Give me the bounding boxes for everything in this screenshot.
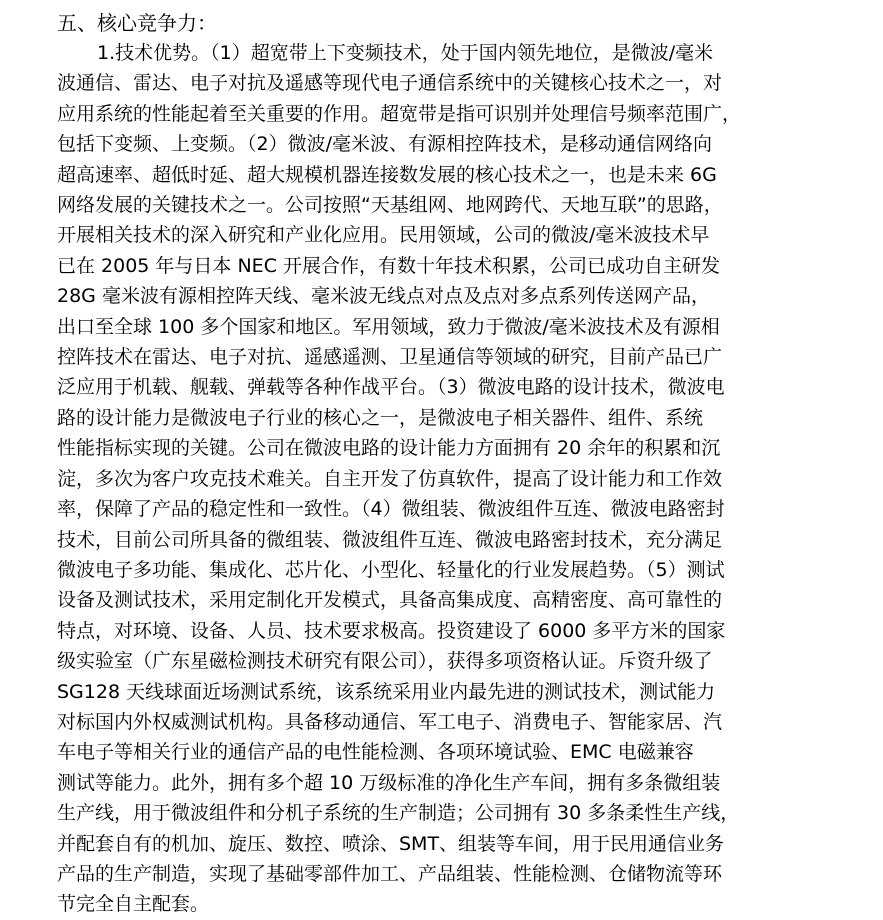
paragraph-line: 测试等能力。此外，拥有多个超 10 万级标准的净化生产车间，拥有多条微组装: [57, 771, 721, 794]
paragraph-line: 产品的生产制造，实现了基础零部件加工、产品组装、性能检测、仓储物流等环: [57, 862, 723, 885]
paragraph-line: 超高速率、超低时延、超大规模机器连接数发展的核心技术之一，也是未来 6G: [57, 163, 717, 186]
paragraph-line: 控阵技术在雷达、电子对抗、遥感遥测、卫星通信等领域的研究，目前产品已广: [57, 346, 723, 369]
paragraph-line: 出口至全球 100 多个国家和地区。军用领域，致力于微波/毫米波技术及有源相: [57, 315, 720, 338]
paragraph-line: 网络发展的关键技术之一。公司按照“天基组网、地网跨代、天地互联”的思路，: [57, 194, 723, 217]
paragraph-line: 波通信、雷达、电子对抗及遥感等现代电子通信系统中的关键核心技术之一，对: [57, 72, 723, 95]
paragraph-line: 率，保障了产品的稳定性和一致性。（4）微组装、微波组件互连、微波电路密封: [57, 498, 725, 521]
paragraph-line: SG128 天线球面近场测试系统，该系统采用业内最先进的测试技术，测试能力: [57, 680, 716, 703]
paragraph-line: 级实验室（广东星磁检测技术研究有限公司），获得多项资格认证。斥资升级了: [57, 650, 713, 673]
paragraph-line: 路的设计能力是微波电子行业的核心之一，是微波电子相关器件、组件、系统: [57, 406, 704, 429]
paragraph-line: 微波电子多功能、集成化、芯片化、小型化、轻量化的行业发展趋势。（5）测试: [57, 558, 725, 581]
paragraph-line: 生产线，用于微波组件和分机子系统的生产制造；公司拥有 30 多条柔性生产线，: [57, 802, 740, 825]
paragraph: [57, 38, 817, 920]
paragraph-line: 1.技术优势。（1）超宽带上下变频技术，处于国内领先地位，是微波/毫米: [97, 42, 714, 64]
paragraph-line: 开展相关技术的深入研究和产业化应用。民用领域，公司的微波/毫米波技术早: [57, 224, 710, 247]
document-page: [57, 8, 817, 920]
section-heading: 五、核心竞争力：: [57, 11, 217, 35]
paragraph-line: 已在 2005 年与日本 NEC 开展合作，有数十年技术积累，公司已成功自主研发: [57, 254, 720, 277]
paragraph-line: 泛应用于机载、舰载、弹载等各种作战平台。（3）微波电路的设计技术，微波电: [57, 376, 725, 399]
paragraph-line: 节完全自主配套。: [57, 893, 210, 916]
paragraph-line: 28G 毫米波有源相控阵天线、毫米波无线点对点及点对多点系列传送网产品，: [57, 285, 710, 308]
paragraph-line: 设备及测试技术，采用定制化开发模式，具备高集成度、高精密度、高可靠性的: [57, 589, 723, 612]
paragraph-line: 应用系统的性能起着至关重要的作用。超宽带是指可识别并处理信号频率范围广，: [57, 102, 742, 125]
paragraph-line: 淀，多次为客户攻克技术难关。自主开发了仿真软件，提高了设计能力和工作效: [57, 467, 723, 490]
paragraph-line: 并配套自有的机加、旋压、数控、喷涂、SMT、组装等车间，用于民用通信业务: [57, 832, 725, 855]
paragraph-line: 对标国内外权威测试机构。具备移动通信、军工电子、消费电子、智能家居、汽: [57, 710, 723, 733]
paragraph-line: 性能指标实现的关键。公司在微波电路的设计能力方面拥有 20 余年的积累和沉: [57, 437, 721, 460]
paragraph-line: 技术，目前公司所具备的微组装、微波组件互连、微波电路密封技术，充分满足: [57, 528, 723, 551]
paragraph-line: 包括下变频、上变频。（2）微波/毫米波、有源相控阵技术，是移动通信网络向: [57, 133, 712, 156]
paragraph-line: 车电子等相关行业的通信产品的电性能检测、各项环境试验、EMC 电磁兼容: [57, 741, 694, 764]
paragraph-line: 特点，对环境、设备、人员、技术要求极高。投资建设了 6000 多平方米的国家: [57, 619, 726, 642]
